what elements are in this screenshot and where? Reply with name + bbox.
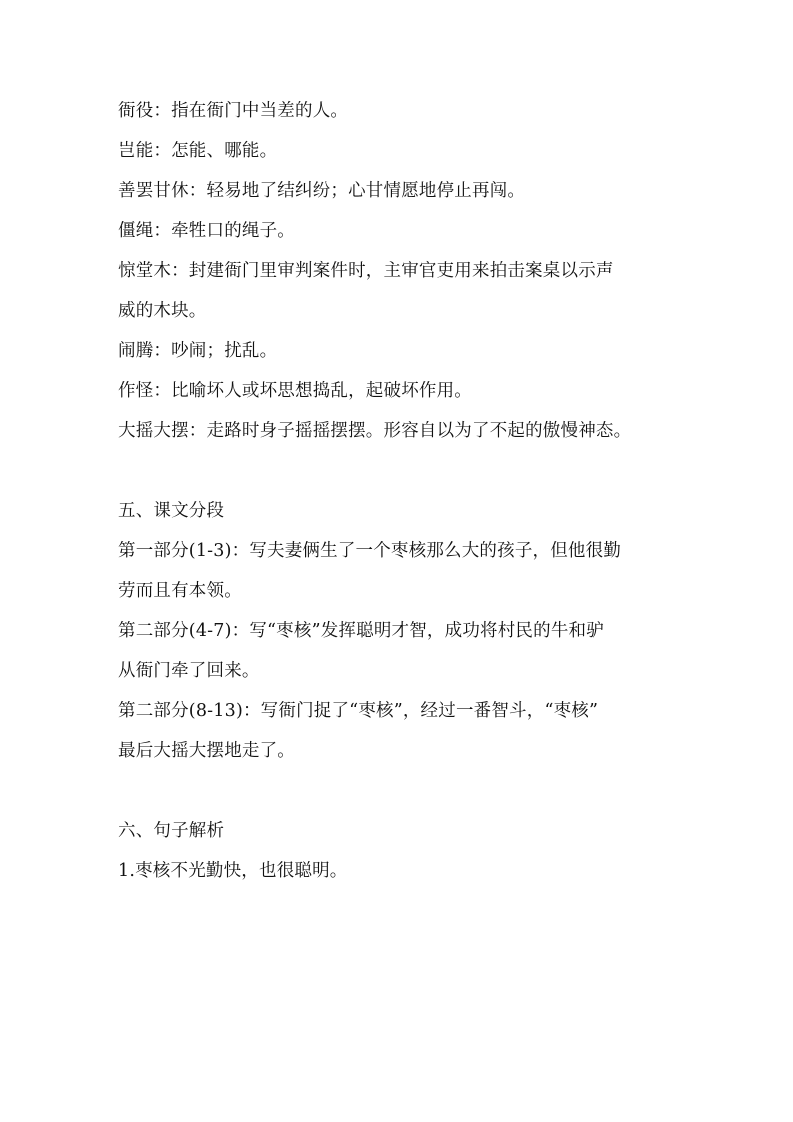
section-gap — [118, 461, 690, 501]
text-line: 第二部分(8-13)：写衙门捉了“枣核”，经过一番智斗，“枣核” — [118, 701, 599, 721]
definition-item — [118, 261, 690, 321]
paragraph-part — [118, 541, 690, 601]
paragraph-part — [118, 621, 690, 681]
text-line: 衙役：指在衙门中当差的人。 — [118, 101, 349, 121]
text-line: 作怪：比喻坏人或坏思想捣乱，起破坏作用。 — [118, 381, 472, 401]
section-gap — [118, 781, 690, 821]
paragraph-part — [118, 701, 690, 761]
section-heading: 五、课文分段 — [118, 501, 225, 521]
text-line: 闹腾：吵闹；扰乱。 — [118, 341, 278, 361]
text-line: 威的木块。 — [118, 301, 207, 321]
definition-item — [118, 181, 690, 201]
text-line: 岂能：怎能、哪能。 — [118, 141, 278, 161]
text-line: 从衙门牵了回来。 — [118, 661, 260, 681]
definition-item — [118, 141, 690, 161]
text-line: 1.枣核不光勤快，也很聪明。 — [118, 861, 348, 881]
text-line: 善罢甘休：轻易地了结纠纷；心甘情愿地停止再闯。 — [118, 181, 526, 201]
text-line: 最后大摇大摆地走了。 — [118, 741, 295, 761]
document-content — [118, 101, 690, 901]
section-heading: 六、句子解析 — [118, 821, 225, 841]
text-line: 僵绳：牵牲口的绳子。 — [118, 221, 295, 241]
text-line: 第二部分(4-7)：写“枣核”发挥聪明才智，成功将村民的牛和驴 — [118, 621, 604, 641]
definition-item — [118, 101, 690, 121]
text-line: 大摇大摆：走路时身子摇摇摆摆。形容自以为了不起的傲慢神态。 — [118, 421, 632, 441]
text-line: 第一部分(1-3)：写夫妻俩生了一个枣核那么大的孩子，但他很勤 — [118, 541, 622, 561]
definition-item — [118, 381, 690, 401]
definition-item — [118, 421, 690, 441]
sentence-item — [118, 861, 690, 881]
definition-item — [118, 221, 690, 241]
text-line: 惊堂木：封建衙门里审判案件时，主审官吏用来拍击案桌以示声 — [118, 261, 614, 281]
definition-item — [118, 341, 690, 361]
text-line: 劳而且有本领。 — [118, 581, 242, 601]
